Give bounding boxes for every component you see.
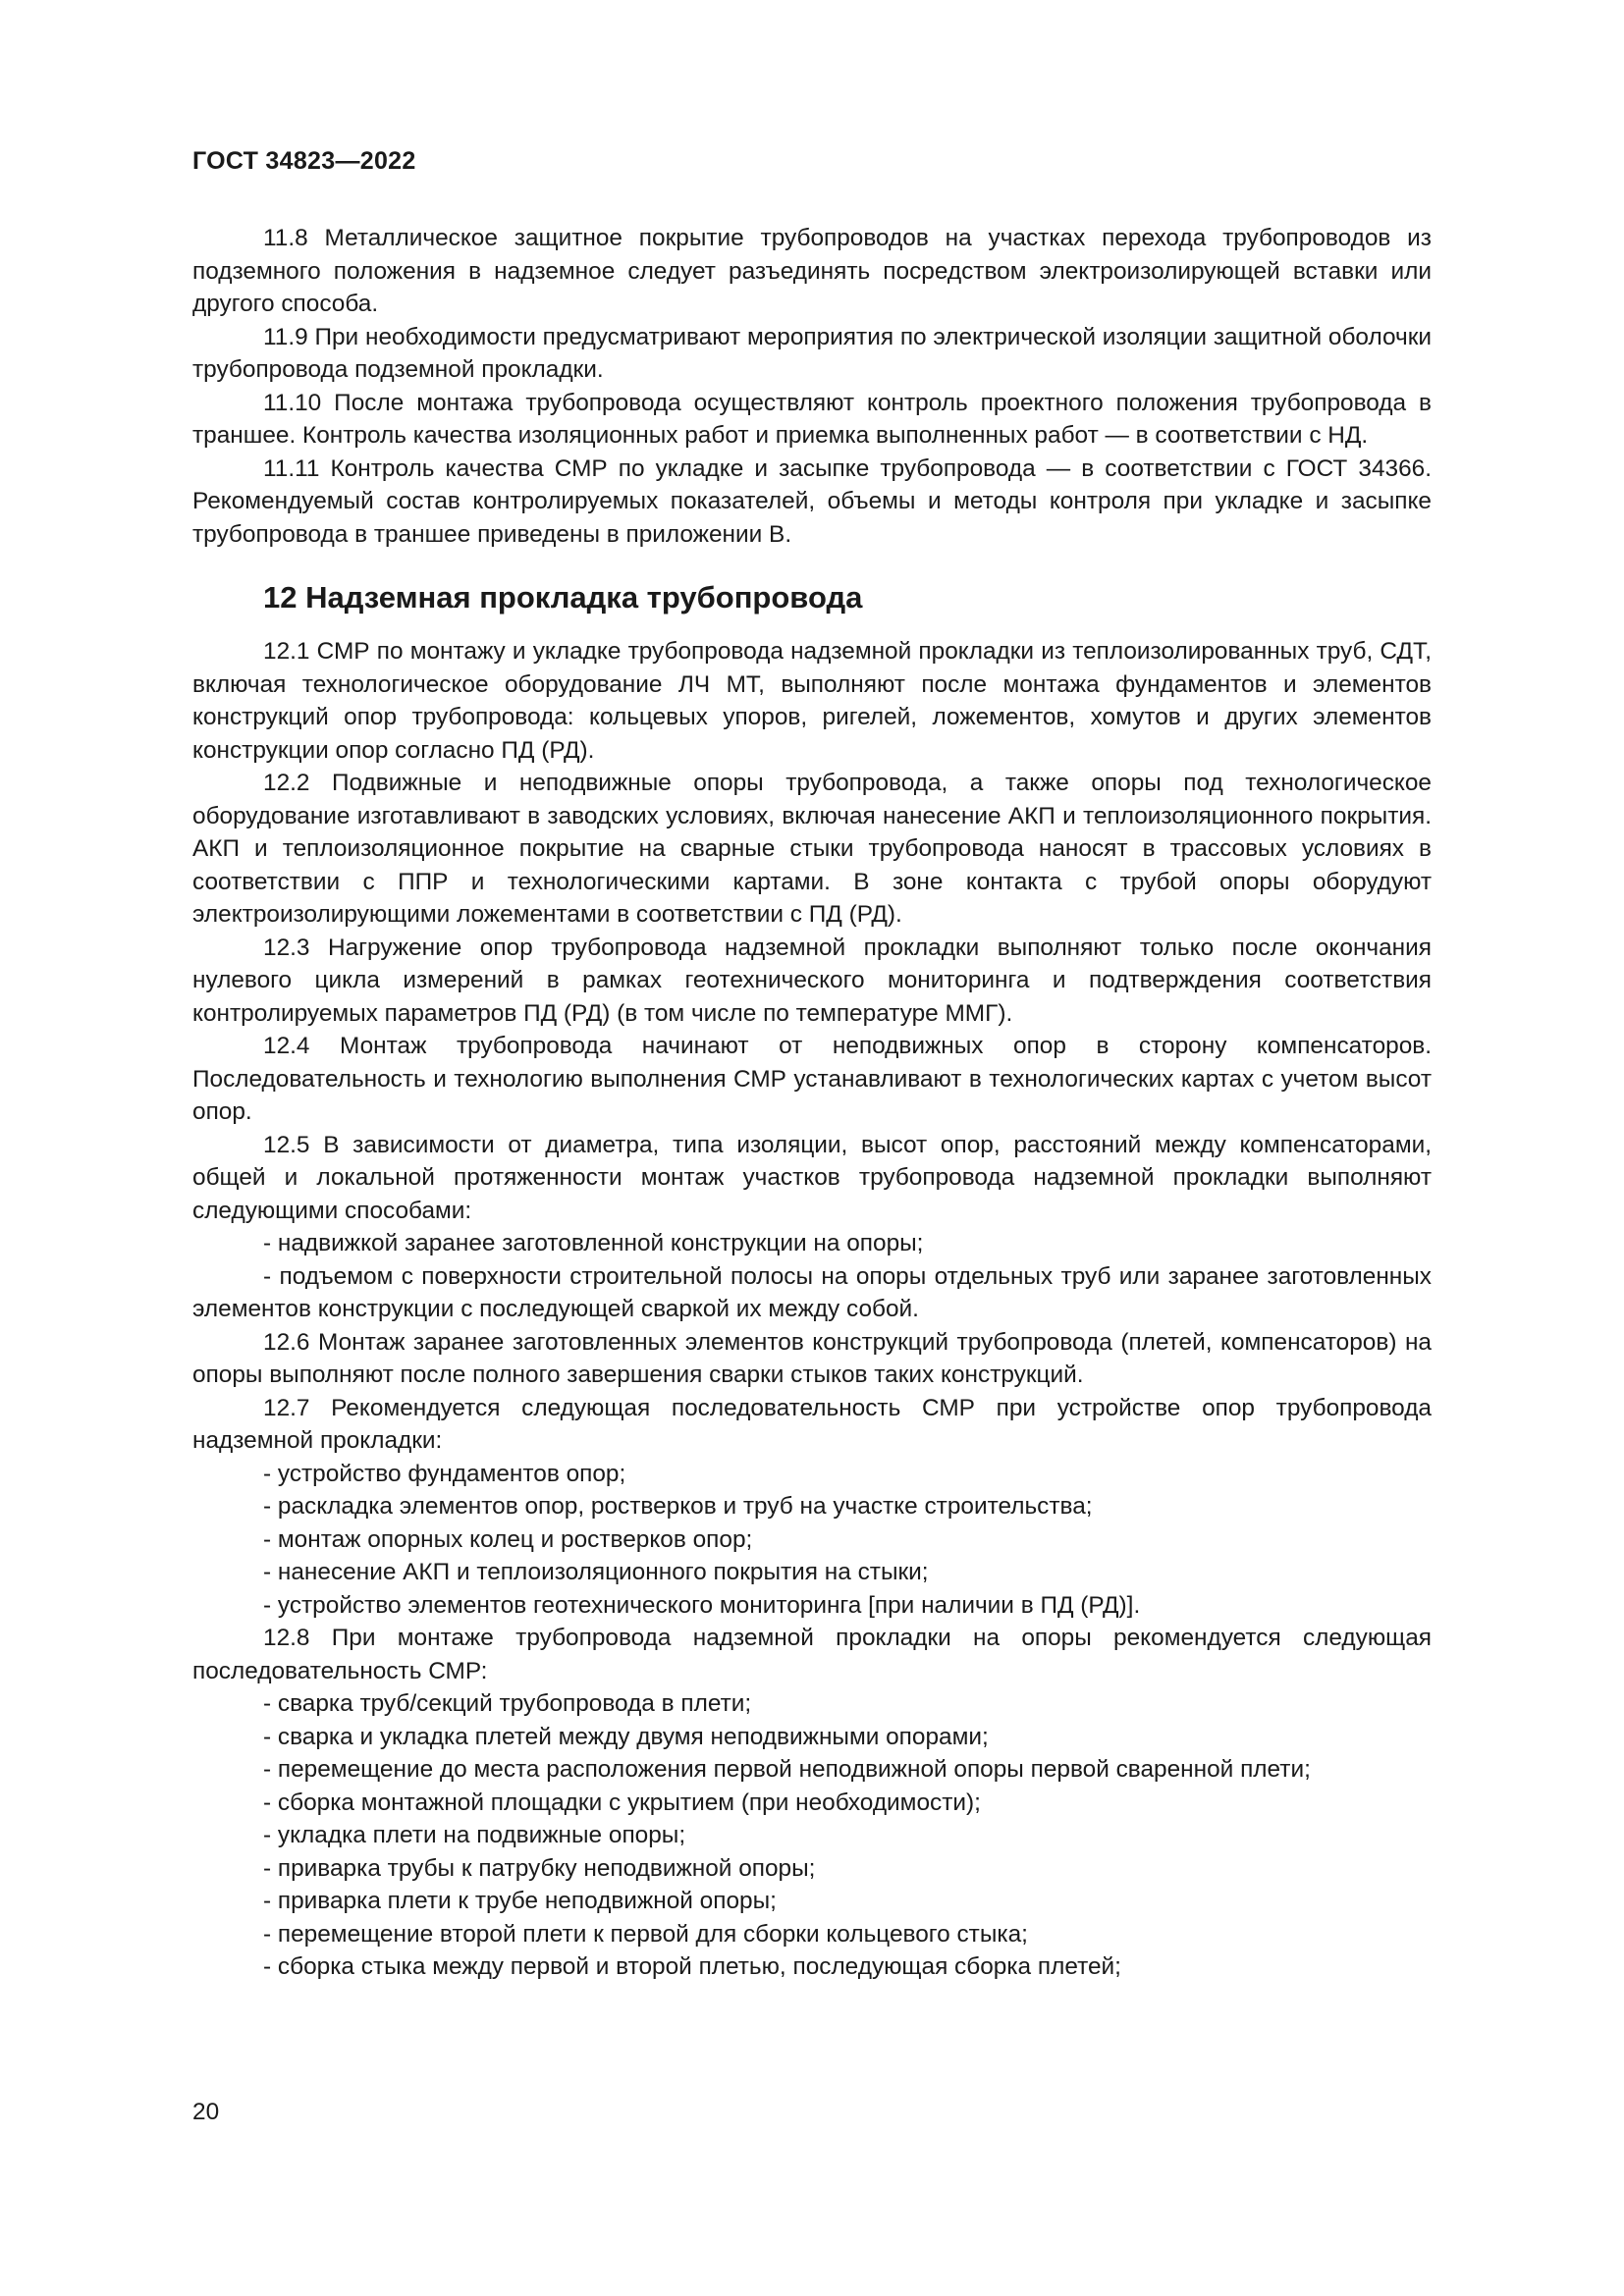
paragraph-12-3: 12.3 Нагружение опор трубопровода надземной прокладки выполняют только после окончания нулевого цикла измерений в рамках геотехнического мониторинга и подтверждения соответствия контролируемых параметров ПД (РД) (в том числе по температуре ММГ). xyxy=(192,934,1432,1027)
paragraph-12-4: 12.4 Монтаж трубопровода начинают от неподвижных опор в сторону компенсаторов. Последовательность и технологию выполнения СМР устанавливают в технологических картах с учетом высот опор. xyxy=(192,1033,1432,1125)
document-code: ГОСТ 34823—2022 xyxy=(192,147,416,175)
list-item: - надвижкой заранее заготовленной конструкции на опоры; xyxy=(263,1230,924,1256)
list-item: - подъемом с поверхности строительной полосы на опоры отдельных труб или заранее заготовленных элементов конструкции с последующей сваркой их между собой. xyxy=(192,1262,1432,1322)
paragraph-12-6: 12.6 Монтаж заранее заготовленных элементов конструкций трубопровода (плетей, компенсаторов) на опоры выполняют после полного завершения сварки стыков таких конструкций. xyxy=(192,1328,1432,1388)
list-item: - устройство элементов геотехнического мониторинга [при наличии в ПД (РД)]. xyxy=(263,1591,1141,1619)
paragraph-12-2: 12.2 Подвижные и неподвижные опоры трубопровода, а также опоры под технологическое оборудование изготавливают в заводских условиях, включая нанесение АКП и теплоизоляционного покрытия. АКП и теплоизоляционное покрытие на сварные стыки трубопровода наносят в трассовых условиях в соответствии с ППР и технологическими картами. В зоне контакта с трубой опоры оборудуют электроизолирующими ложементами в соответствии с ПД (РД). xyxy=(192,770,1432,928)
paragraph-12-1: 12.1 СМР по монтажу и укладке трубопровода надземной прокладки из теплоизолированных труб, СДТ, включая технологическое оборудование ЛЧ МТ, выполняют после монтажа фундаментов и элементов конструкций опор трубопровода: кольцевых упоров, ригелей, ложементов, хомутов и других элементов конструкции опор согласно ПД (РД). xyxy=(192,638,1432,764)
list-item: - монтаж опорных колец и ростверков опор; xyxy=(263,1525,753,1553)
list-item: - сборка монтажной площадки с укрытием (при необходимости); xyxy=(263,1789,981,1816)
paragraph-12-7: 12.7 Рекомендуется следующая последовательность СМР при устройстве опор трубопровода надземной прокладки: xyxy=(192,1394,1432,1454)
page-number: 20 xyxy=(192,2099,220,2125)
list-item: - перемещение до места расположения первой неподвижной опоры первой сваренной плети; xyxy=(263,1756,1311,1783)
paragraph-11-8: 11.8 Металлическое защитное покрытие трубопроводов на участках перехода трубопроводов из подземного положения в надземное следует разъединять посредством электроизолирующей вставки или другого способа. xyxy=(192,225,1432,317)
paragraph-11-9: 11.9 При необходимости предусматривают мероприятия по электрической изоляции защитной оболочки трубопровода подземной прокладки. xyxy=(192,323,1432,383)
list-item: - приварка плети к трубе неподвижной опоры; xyxy=(263,1888,777,1914)
list-item: - сварка труб/секций трубопровода в плети; xyxy=(263,1690,752,1717)
paragraph-11-11: 11.11 Контроль качества СМР по укладке и засыпке трубопровода — в соответствии с ГОСТ 34366. Рекомендуемый состав контролируемых показателей, объемы и методы контроля при укладке и засыпке трубопровода в траншее приведены в приложении В. xyxy=(192,454,1432,548)
paragraph-11-10: 11.10 После монтажа трубопровода осуществляют контроль проектного положения трубопровода в траншее. Контроль качества изоляционных работ и приемка выполненных работ — в соответствии с НД. xyxy=(192,389,1432,449)
document-body xyxy=(192,222,1432,1984)
paragraph-12-5: 12.5 В зависимости от диаметра, типа изоляции, высот опор, расстояний между компенсаторами, общей и локальной протяженности монтаж участков трубопровода надземной прокладки выполняют следующими способами: xyxy=(192,1131,1432,1224)
paragraph-12-8: 12.8 При монтаже трубопровода надземной прокладки на опоры рекомендуется следующая последовательность СМР: xyxy=(192,1625,1432,1684)
section-12-heading: 12 Надземная прокладка трубопровода xyxy=(263,580,863,614)
list-item: - нанесение АКП и теплоизоляционного покрытия на стыки; xyxy=(263,1559,929,1585)
list-item: - приварка трубы к патрубку неподвижной опоры; xyxy=(263,1854,816,1882)
list-item: - перемещение второй плети к первой для сборки кольцевого стыка; xyxy=(263,1920,1028,1948)
list-item: - укладка плети на подвижные опоры; xyxy=(263,1822,686,1848)
list-item: - раскладка элементов опор, ростверков и труб на участке строительства; xyxy=(263,1493,1093,1520)
list-item: - сборка стыка между первой и второй плетью, последующая сборка плетей; xyxy=(263,1953,1121,1980)
list-item: - устройство фундаментов опор; xyxy=(263,1460,626,1487)
list-item: - сварка и укладка плетей между двумя неподвижными опорами; xyxy=(263,1723,989,1750)
